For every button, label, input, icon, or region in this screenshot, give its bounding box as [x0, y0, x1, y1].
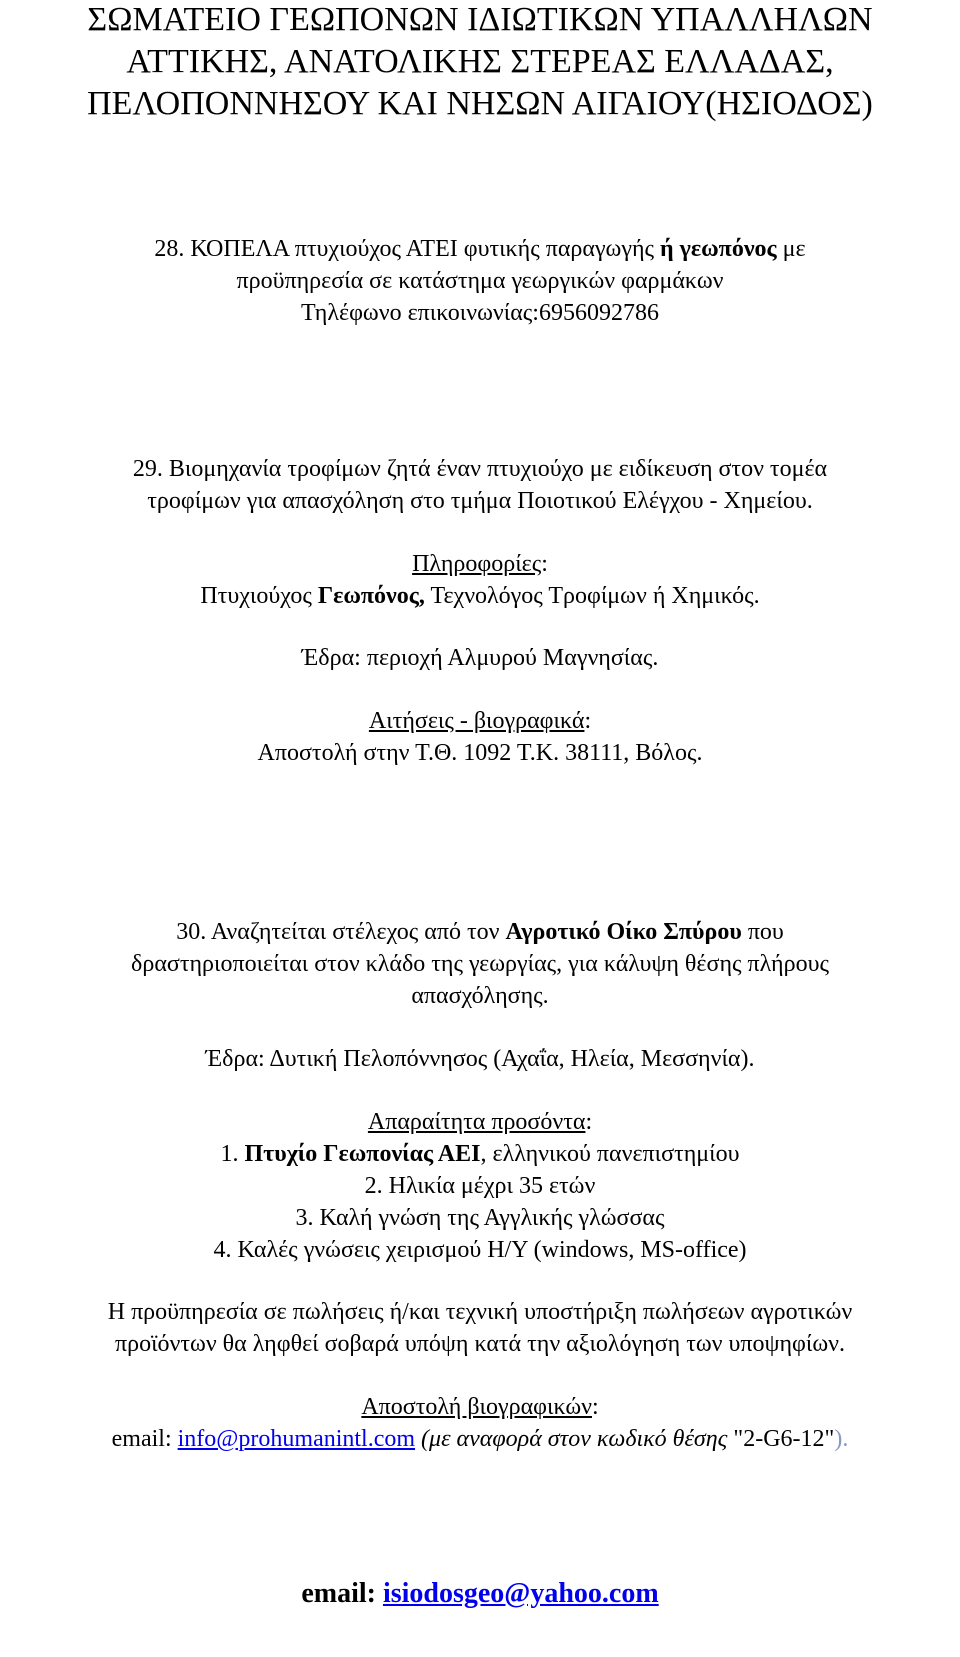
- req1-text: , ελληνικού πανεπιστημίου: [480, 1141, 740, 1167]
- req1-number: 1.: [220, 1141, 245, 1167]
- ad28-text-end: με: [776, 236, 806, 262]
- ad30-line-1: [0, 916, 960, 948]
- ad29-apps-label: Αιτήσεις - βιογραφικά: [368, 708, 585, 734]
- ad28-phone: Τηλέφωνο επικοινωνίας:6956092786: [301, 300, 659, 326]
- ad29-apps-heading: [0, 705, 960, 737]
- ad30-cv-label: Αποστολή βιογραφικών: [361, 1394, 592, 1420]
- ad29-seat: Έδρα: περιοχή Αλμυρού Μαγνησίας.: [301, 645, 659, 671]
- ad30-req-heading: [0, 1106, 960, 1138]
- ad28-line-2: προϋπηρεσία σε κατάστημα γεωργικών φαρμάκων: [236, 268, 724, 294]
- ad30-email-line: [0, 1423, 960, 1455]
- email-link[interactable]: info@prohumanintl.com: [177, 1426, 416, 1452]
- ad30-seat: Έδρα: Δυτική Πελοπόννησος (Αχαΐα, Ηλεία, Μεσσηνία).: [205, 1046, 755, 1072]
- ad28-bold: ή γεωπόνος: [660, 236, 777, 262]
- title-line-1: ΣΩΜΑΤΕΙΟ ΓΕΩΠΟΝΩΝ ΙΔΙΩΤΙΚΩΝ ΥΠΑΛΛΗΛΩΝ: [87, 1, 873, 38]
- position-code: "2-G6-12": [733, 1426, 835, 1452]
- ad30-line-3: απασχόλησης.: [411, 983, 549, 1009]
- ad29-text: Πτυχιούχος: [200, 583, 318, 609]
- ad30-text-end: που: [741, 919, 784, 945]
- ad29-info-heading: [0, 548, 960, 580]
- req1-bold: Πτυχίο Γεωπονίας ΑΕΙ: [244, 1141, 481, 1167]
- ad29-info-colon: :: [541, 551, 548, 577]
- ad29-address: Αποστολή στην Τ.Θ. 1092 Τ.Κ. 38111, Βόλος.: [257, 740, 703, 766]
- ad29-bold: Γεωπόνος,: [317, 583, 425, 609]
- ad29-line-1: 29. Βιομηχανία τροφίμων ζητά έναν πτυχιούχο με ειδίκευση στον τομέα: [132, 456, 828, 482]
- ad30-req-1: [0, 1138, 960, 1170]
- ad30-note-1: Η προϋπηρεσία σε πωλήσεις ή/και τεχνική υποστήριξη πωλήσεων αγροτικών: [107, 1299, 853, 1325]
- footer-email-link[interactable]: isiodosgeo@yahoo.com: [382, 1578, 659, 1609]
- ad28-line-1: [0, 233, 960, 265]
- email-prefix: email:: [111, 1426, 178, 1452]
- ad30-cv-colon: :: [592, 1394, 599, 1420]
- ad30-req-colon: :: [585, 1109, 593, 1135]
- ad30-req-3: 3. Καλή γνώση της Αγγλικής γλώσσας: [295, 1205, 665, 1231]
- title-line-3: ΠΕΛΟΠΟΝΝΗΣΟΥ ΚΑΙ ΝΗΣΩΝ ΑΙΓΑΙΟΥ(ΗΣΙΟΔΟΣ): [87, 85, 873, 122]
- ad30-note-2: προϊόντων θα ληφθεί σοβαρά υπόψη κατά την αξιολόγηση των υποψηφίων.: [114, 1331, 846, 1357]
- title-line-2: ΑΤΤΙΚΗΣ, ΑΝΑΤΟΛΙΚΗΣ ΣΤΕΡΕΑΣ ΕΛΛΑΔΑΣ,: [126, 43, 834, 80]
- ad30-req-4: 4. Καλές γνώσεις χειρισμού Η/Υ (windows, MS-office): [213, 1237, 747, 1263]
- ad29-info-label: Πληροφορίες: [412, 551, 542, 577]
- ad30-line-2: δραστηριοποιείται στον κλάδο της γεωργίας, για κάλυψη θέσης πλήρους: [131, 951, 829, 977]
- ad30-text: 30. Αναζητείται στέλεχος από τον: [176, 919, 506, 945]
- ad30-req-2: 2. Ηλικία μέχρι 35 ετών: [364, 1173, 596, 1199]
- footer-email-label: email:: [301, 1578, 383, 1609]
- footer-email-line: [0, 1576, 960, 1612]
- ad28-text: 28. ΚΟΠΕΛΑ πτυχιούχος ΑΤΕΙ φυτικής παραγωγής: [154, 236, 661, 262]
- ad29-line-2: τροφίμων για απασχόληση στο τμήμα Ποιοτικού Ελέγχου - Χημείου.: [147, 488, 813, 514]
- ad29-text-end: Τεχνολόγος Τροφίμων ή Χημικός.: [424, 583, 760, 609]
- ad30-bold: Αγροτικό Οίκο Σπύρου: [505, 919, 742, 945]
- ad29-line-4: [0, 580, 960, 612]
- ad30-cv-heading: [0, 1391, 960, 1423]
- reference-end: ).: [834, 1426, 849, 1452]
- ad30-req-label: Απαραίτητα προσόντα: [367, 1109, 586, 1135]
- reference-note: (με αναφορά στον κωδικό θέσης: [421, 1426, 734, 1452]
- ad29-apps-colon: :: [584, 708, 592, 734]
